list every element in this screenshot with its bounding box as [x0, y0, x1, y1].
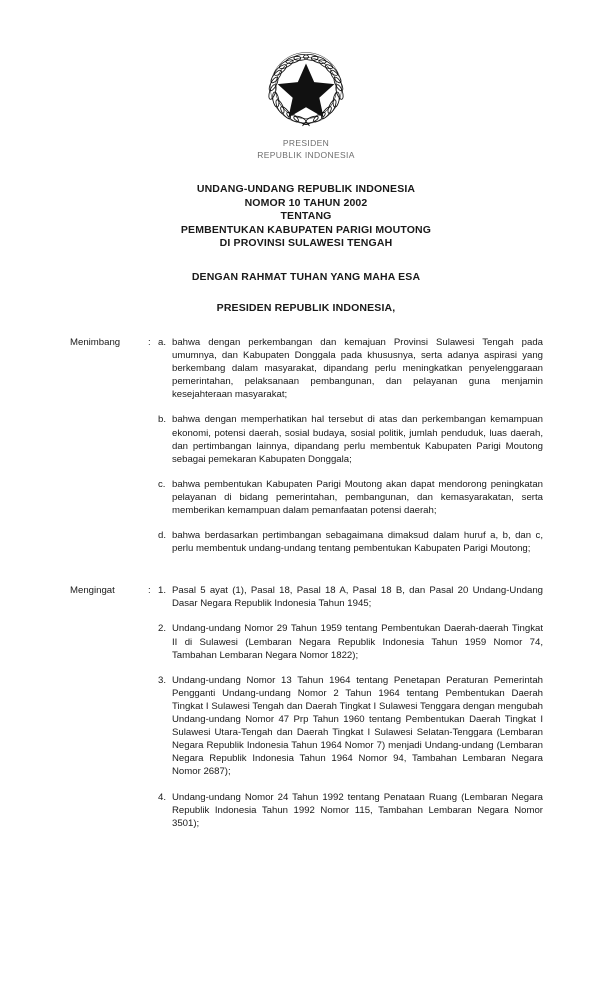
- item-marker: a.: [158, 336, 167, 348]
- list-item: [158, 584, 543, 610]
- emblem-caption: [0, 138, 612, 161]
- emblem-caption-line-2: REPUBLIK INDONESIA: [257, 149, 355, 160]
- page-title: [0, 183, 612, 251]
- item-text: bahwa dengan perkembangan dan kemajuan Provinsi Sulawesi Tengah pada umumnya, dan Kabupaten Donggala pada khususnya, serta adanya aspirasi yang berkembang dalam masyarakat, dipandang perlu meningkatkan penyelenggaraan pemerintahan, pelaksanaan pembangunan, dan pelayanan guna menjamin kesejahteraan masyarakat;: [172, 336, 543, 401]
- indonesian-presidential-seal-icon: [260, 46, 352, 132]
- item-marker: 4.: [158, 791, 167, 803]
- title-line-3: TENTANG: [280, 210, 332, 223]
- emblem-caption-line-1: PRESIDEN: [282, 138, 330, 148]
- list-item: [158, 791, 543, 830]
- list-item: [158, 674, 543, 779]
- list-item: [158, 413, 543, 465]
- list-item: [158, 529, 543, 555]
- title-line-2: NOMOR 10 TAHUN 2002: [244, 196, 368, 209]
- item-text: Undang-undang Nomor 29 Tahun 1959 tentang Pembentukan Daerah-daerah Tingkat II di Sulawesi (Lembaran Negara Republik Indonesia Tahun 1959 Nomor 74, Tambahan Lembaran Negara Nomor 1822);: [172, 623, 543, 661]
- invocation-text: DENGAN RAHMAT TUHAN YANG MAHA ESA: [191, 270, 421, 283]
- item-marker: 1.: [158, 585, 167, 597]
- mengingat-colon: :: [148, 585, 151, 597]
- menimbang-label: Menimbang: [70, 336, 121, 348]
- title-line-4: PEMBENTUKAN KABUPATEN PARIGI MOUTONG: [180, 223, 432, 236]
- list-item: [158, 478, 543, 517]
- item-text: bahwa berdasarkan pertimbangan sebagaimana dimaksud dalam huruf a, b, dan c, perlu membentuk undang-undang tentang pembentukan Kabupaten Parigi Moutong;: [172, 530, 543, 555]
- clause-row-menimbang: [70, 336, 543, 555]
- item-marker: 3.: [158, 674, 167, 686]
- item-text: Undang-undang Nomor 13 Tahun 1964 tentang Penetapan Peraturan Pemerintah Pengganti Undang-undang Nomor 2 Tahun 1964 tentang Pembentukan Daerah Tingkat I Sulawesi Tengah dan Daerah Tingkat I Sulawesi Tenggara dengan mengubah Undang-undang Nomor 47 Prp Tahun 1960 tentang Pembentukan Daerah Tingkat I Sulawesi Utara-Tengah dan Daerah Tingkat I Sulawesi Selatan-Tenggara (Lembaran Negara Republik Indonesia Tahun 1964 Nomor 7) menjadi Undang-undang (Lembaran Negara Republik Indonesia Tahun 1964 Nomor 94, Tambahan Lembaran Negara Nomor 2687);: [172, 674, 543, 778]
- title-line-1: UNDANG-UNDANG REPUBLIK INDONESIA: [196, 183, 416, 195]
- authority-text: PRESIDEN REPUBLIK INDONESIA,: [216, 301, 396, 314]
- mengingat-label: Mengingat: [70, 585, 115, 597]
- item-marker: c.: [158, 478, 166, 490]
- item-marker: 2.: [158, 623, 167, 635]
- item-marker: b.: [158, 414, 167, 426]
- item-text: bahwa pembentukan Kabupaten Parigi Moutong akan dapat mendorong peningkatan pelayanan di bidang pemerintahan, pembangunan, dan kemasyarakatan, serta memberikan kemampuan dalam pemanfaatan potensi daerah;: [172, 478, 543, 516]
- list-item: [158, 622, 543, 661]
- item-text: Pasal 5 ayat (1), Pasal 18, Pasal 18 A, Pasal 18 B, dan Pasal 20 Undang-Undang Dasar Negara Republik Indonesia Tahun 1945;: [172, 585, 543, 610]
- section-mengingat: [0, 584, 612, 830]
- menimbang-colon: :: [148, 336, 151, 348]
- item-marker: d.: [158, 530, 167, 542]
- mengingat-items: [158, 584, 543, 830]
- item-text: bahwa dengan memperhatikan hal tersebut di atas dan perkembangan kemampuan ekonomi, potensi daerah, sosial budaya, sosial politik, jumlah penduduk, luas daerah, dan pertimbangan lainnya, dipandang perlu membentuk Kabupaten Parigi Moutong sebagai pemekaran Kabupaten Donggala;: [172, 414, 543, 465]
- item-text: Undang-undang Nomor 24 Tahun 1992 tentang Penataan Ruang (Lembaran Negara Republik Indonesia Tahun 1992 Nomor 115, Tambahan Lembaran Negara Nomor 3501);: [172, 791, 543, 829]
- title-line-5: DI PROVINSI SULAWESI TENGAH: [219, 237, 393, 250]
- section-menimbang: [0, 336, 612, 555]
- menimbang-items: [158, 336, 543, 555]
- clause-row-mengingat: [70, 584, 543, 830]
- list-item: [158, 336, 543, 401]
- emblem-block: [0, 0, 612, 161]
